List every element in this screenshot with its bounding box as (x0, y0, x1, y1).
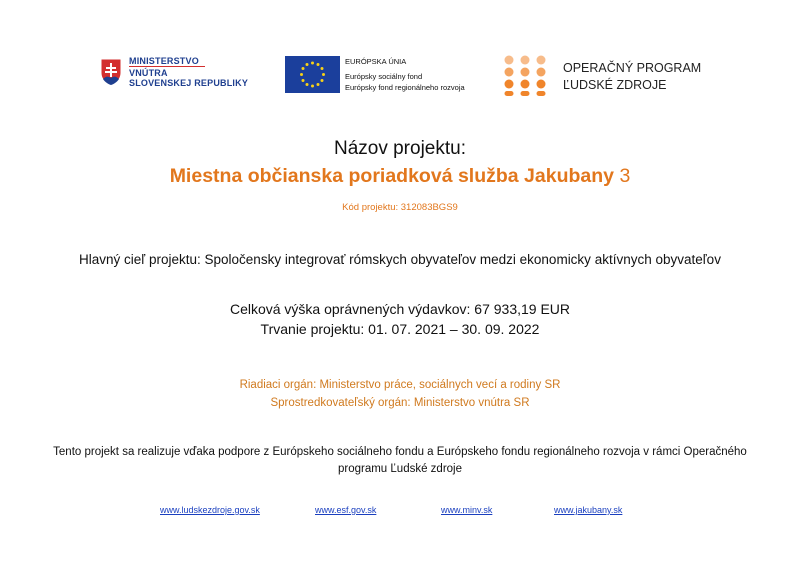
slovak-coat-of-arms-icon (100, 58, 122, 86)
project-name: Miestna občianska poriadková služba Jakubany (169, 165, 615, 187)
logo-bar (0, 52, 800, 102)
managing-authority: Riadiaci orgán: Ministerstvo práce, sociálnych vecí a rodiny SR (239, 379, 561, 391)
eligible-expenses: Celková výška oprávnených výdavkov: 67 933,19 EUR (229, 301, 571, 317)
intermediate-body: Sprostredkovateľský orgán: Ministerstvo vnútra SR (270, 397, 530, 409)
project-name-number: 3 (619, 165, 631, 187)
link-minv[interactable]: www.minv.sk (441, 505, 493, 515)
ministry-line-3: SLOVENSKEJ REPUBLIKY (129, 78, 249, 88)
op-line-2: ĽUDSKÉ ZDROJE (563, 78, 667, 92)
ministry-line-2: VNÚTRA (129, 68, 168, 78)
project-code: Kód projektu: 312083BGS9 (342, 202, 458, 213)
link-esf[interactable]: www.esf.gov.sk (315, 505, 377, 515)
eu-line-3: Európsky fond regionálneho rozvoja (345, 83, 465, 92)
project-title (0, 165, 800, 188)
support-line-1: Tento projekt sa realizuje vďaka podpore z Európskeho sociálneho fondu a Európskeho fondu regionálneho rozvoja v rámci Operačného (53, 446, 747, 458)
op-dots-icon (503, 54, 547, 98)
project-label: Názov projektu: (333, 138, 466, 159)
link-ludskezdroje[interactable]: www.ludskezdroje.gov.sk (160, 505, 260, 515)
footer-links (0, 505, 800, 519)
eu-line-2: Európsky sociálny fond (345, 72, 423, 81)
eu-flag-icon (285, 56, 340, 93)
op-line-1: OPERAČNÝ PROGRAM (563, 61, 702, 75)
project-duration: Trvanie projektu: 01. 07. 2021 – 30. 09. 2022 (260, 321, 540, 337)
link-jakubany[interactable]: www.jakubany.sk (554, 505, 623, 515)
support-statement (0, 444, 800, 478)
ministry-line-1: MINISTERSTVO (129, 56, 205, 67)
project-goal: Hlavný cieľ projektu: Spoločensky integrovať rómskych obyvateľov medzi ekonomicky aktívnych obyvateľov (79, 252, 721, 267)
support-line-2: programu Ľudské zdroje (337, 463, 462, 475)
eu-line-1: EURÓPSKA ÚNIA (345, 57, 407, 66)
